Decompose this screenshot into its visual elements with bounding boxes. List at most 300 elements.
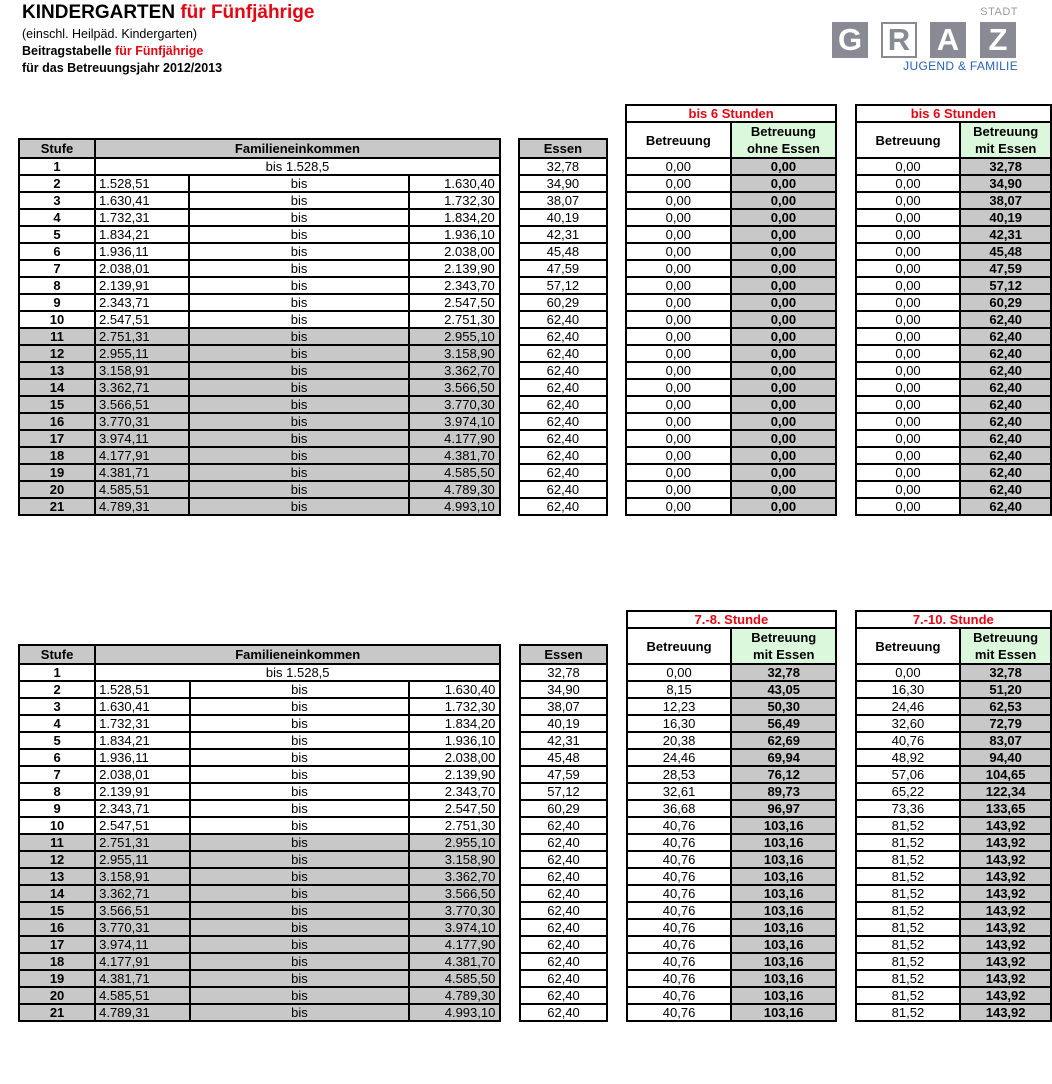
spacer (500, 311, 519, 328)
income-bis-cell: bis (190, 681, 410, 698)
spacer (836, 715, 856, 732)
stufe-cell: 6 (19, 749, 95, 766)
income-bis-cell: bis (190, 885, 410, 902)
spacer (607, 645, 627, 664)
betreuung-cell: 40,76 (627, 1004, 732, 1021)
spacer (607, 192, 626, 209)
income-first-cell: bis 1.528,5 (95, 664, 500, 681)
stufe-cell: 13 (19, 868, 95, 885)
betreuung-cell: 40,76 (627, 919, 732, 936)
spacer (500, 800, 520, 817)
table-row (19, 362, 1051, 379)
spacer (500, 464, 519, 481)
essen-cell: 34,90 (519, 175, 606, 192)
stufe-cell: 9 (19, 800, 95, 817)
betreuung-cell: 0,00 (856, 260, 961, 277)
title-red: für Fünfjährige (180, 2, 315, 23)
table-row (19, 970, 1051, 987)
stufe-cell: 3 (19, 192, 95, 209)
table-row (19, 243, 1051, 260)
income-from-cell: 2.139,91 (95, 783, 190, 800)
betreuung-cell: 81,52 (856, 970, 961, 987)
spacer (607, 868, 627, 885)
betreuung-essen-cell: 96,97 (731, 800, 836, 817)
spacer (836, 936, 856, 953)
table-row (19, 732, 1051, 749)
stufe-cell: 15 (19, 902, 95, 919)
essen-cell: 62,40 (520, 970, 607, 987)
col-essen-header: Essen (519, 139, 606, 158)
betreuung-cell: 0,00 (856, 328, 961, 345)
spacer (836, 158, 855, 175)
stufe-cell: 16 (19, 413, 95, 430)
stufe-cell: 11 (19, 328, 95, 345)
income-to-cell: 1.732,30 (409, 192, 500, 209)
table-row (19, 987, 1051, 1004)
betreuung-essen-cell: 0,00 (731, 226, 837, 243)
income-from-cell: 1.732,31 (95, 209, 189, 226)
income-bis-cell: bis (190, 800, 410, 817)
betreuung-essen-cell: 0,00 (731, 294, 837, 311)
income-to-cell: 2.955,10 (409, 834, 500, 851)
betreuung-cell: 40,76 (627, 885, 732, 902)
spacer (607, 698, 627, 715)
logo-letter: R (881, 22, 917, 58)
table-row (19, 885, 1051, 902)
spacer (836, 243, 855, 260)
table-row (19, 175, 1051, 192)
betreuung-cell: 0,00 (626, 260, 731, 277)
income-bis-cell: bis (190, 987, 410, 1004)
table-row (19, 902, 1051, 919)
spacer (500, 936, 520, 953)
income-to-cell: 3.974,10 (409, 413, 500, 430)
betreuung-cell: 0,00 (626, 311, 731, 328)
spacer (836, 413, 855, 430)
income-bis-cell: bis (189, 175, 408, 192)
betreuung-essen-cell: 122,34 (960, 783, 1051, 800)
spacer (607, 749, 627, 766)
spacer (607, 1004, 627, 1021)
betreuung-essen-cell: 62,40 (960, 311, 1051, 328)
stufe-cell: 15 (19, 396, 95, 413)
col-income-header: Familieneinkommen (95, 139, 500, 158)
betreuung-essen-cell: 32,78 (731, 664, 836, 681)
betreuung-essen-cell: 143,92 (960, 868, 1051, 885)
spacer (836, 122, 855, 139)
stufe-cell: 5 (19, 226, 95, 243)
betreuung-cell: 0,00 (626, 379, 731, 396)
income-to-cell: 2.343,70 (409, 783, 500, 800)
stufe-cell: 9 (19, 294, 95, 311)
income-to-cell: 1.936,10 (409, 226, 500, 243)
essen-cell: 57,12 (519, 277, 606, 294)
stufe-cell: 14 (19, 379, 95, 396)
spacer (500, 175, 519, 192)
essen-cell: 62,40 (520, 1004, 607, 1021)
betreuung-cell: 0,00 (856, 209, 961, 226)
spacer (836, 105, 855, 122)
col-betreuung-essen-header (960, 122, 1051, 158)
income-to-cell: 4.381,70 (409, 953, 500, 970)
table-row (19, 851, 1051, 868)
spacer (607, 294, 626, 311)
spacer (500, 447, 519, 464)
table-caption (22, 43, 314, 60)
spacer (607, 430, 626, 447)
betreuung-essen-cell: 43,05 (731, 681, 836, 698)
spacer (836, 698, 856, 715)
income-to-cell: 4.993,10 (409, 1004, 500, 1021)
betreuung-cell: 0,00 (856, 664, 961, 681)
col-betreuung-header: Betreuung (856, 122, 961, 158)
betreuung-cell: 0,00 (626, 481, 731, 498)
spacer (500, 481, 519, 498)
income-from-cell: 4.585,51 (95, 987, 190, 1004)
betreuung-essen-cell: 94,40 (960, 749, 1051, 766)
spacer (836, 953, 856, 970)
col-betreuung-essen-header (731, 628, 836, 664)
spacer (500, 645, 520, 664)
table-row (19, 481, 1051, 498)
income-to-cell: 2.751,30 (409, 817, 500, 834)
income-to-cell: 2.751,30 (409, 311, 500, 328)
income-bis-cell: bis (190, 783, 410, 800)
essen-cell: 38,07 (520, 698, 607, 715)
spacer (836, 464, 855, 481)
betreuung-essen-cell: 103,16 (731, 868, 836, 885)
betreuung-essen-cell: 143,92 (960, 970, 1051, 987)
essen-cell: 34,90 (520, 681, 607, 698)
betreuung-essen-cell: 0,00 (731, 192, 837, 209)
income-bis-cell: bis (189, 447, 408, 464)
table-row (19, 834, 1051, 851)
betreuung-cell: 0,00 (626, 328, 731, 345)
betreuung-essen-cell: 42,31 (960, 226, 1051, 243)
betreuung-cell: 0,00 (626, 243, 731, 260)
income-to-cell: 2.955,10 (409, 328, 500, 345)
essen-cell: 62,40 (520, 817, 607, 834)
income-from-cell: 1.732,31 (95, 715, 190, 732)
income-from-cell: 2.038,01 (95, 766, 190, 783)
spacer (836, 311, 855, 328)
col-stufe-header: Stufe (19, 645, 95, 664)
spacer (607, 970, 627, 987)
spacer (836, 664, 856, 681)
essen-cell: 57,12 (520, 783, 607, 800)
betreuung-essen-cell: 0,00 (731, 277, 837, 294)
spacer (500, 1004, 520, 1021)
betreuung-essen-cell: 62,40 (960, 481, 1051, 498)
spacer (836, 396, 855, 413)
spacer (607, 851, 627, 868)
betreuung-essen-cell: 0,00 (731, 413, 837, 430)
betreuung-essen-cell: 62,40 (960, 328, 1051, 345)
betreuung-cell: 0,00 (626, 396, 731, 413)
betreuung-essen-cell: 0,00 (731, 498, 837, 515)
essen-cell: 62,40 (520, 936, 607, 953)
income-from-cell: 3.974,11 (95, 430, 189, 447)
betreuung-essen-cell: 62,53 (960, 698, 1051, 715)
betreuung-essen-cell: 62,40 (960, 379, 1051, 396)
betreuung-cell: 0,00 (626, 192, 731, 209)
income-bis-cell: bis (190, 834, 410, 851)
spacer (836, 362, 855, 379)
betreuung-essen-cell: 103,16 (731, 817, 836, 834)
essen-cell: 60,29 (520, 800, 607, 817)
income-from-cell: 3.770,31 (95, 919, 190, 936)
betreuung-essen-cell: 56,49 (731, 715, 836, 732)
spacer (500, 209, 519, 226)
col-betreuung-header: Betreuung (627, 628, 732, 664)
betreuung-cell: 0,00 (626, 277, 731, 294)
betreuung-essen-cell: 32,78 (960, 158, 1051, 175)
spacer (500, 294, 519, 311)
table-row (19, 498, 1051, 515)
betreuung-cell: 28,53 (627, 766, 732, 783)
income-bis-cell: bis (189, 498, 408, 515)
caption-red-text: für Fünfjährige (115, 44, 204, 58)
betreuung-cell: 24,46 (627, 749, 732, 766)
betreuung-cell: 0,00 (626, 294, 731, 311)
stufe-cell: 17 (19, 430, 95, 447)
spacer (500, 885, 520, 902)
logo-subtitle: JUGEND & FAMILIE (903, 59, 1018, 73)
essen-cell: 47,59 (519, 260, 606, 277)
document-title (22, 0, 314, 26)
betreuung-cell: 0,00 (626, 413, 731, 430)
income-from-cell: 3.566,51 (95, 902, 190, 919)
spacer (836, 175, 855, 192)
fee-table-1 (18, 104, 1052, 516)
spacer (607, 243, 626, 260)
income-to-cell: 2.547,50 (409, 800, 500, 817)
betreuung-essen-cell: 143,92 (960, 919, 1051, 936)
income-bis-cell: bis (189, 430, 408, 447)
essen-cell: 62,40 (519, 447, 606, 464)
betreuung-essen-cell: 103,16 (731, 885, 836, 902)
betreuung-essen-cell: 0,00 (731, 209, 837, 226)
income-from-cell: 3.566,51 (95, 396, 189, 413)
betreuung-cell: 0,00 (626, 362, 731, 379)
spacer (836, 851, 856, 868)
income-from-cell: 1.528,51 (95, 175, 189, 192)
income-to-cell: 3.362,70 (409, 868, 500, 885)
col-betreuung-header: Betreuung (856, 628, 961, 664)
betreuung-cell: 40,76 (627, 834, 732, 851)
stufe-cell: 19 (19, 970, 95, 987)
essen-cell: 60,29 (519, 294, 606, 311)
stufe-cell: 21 (19, 498, 95, 515)
income-bis-cell: bis (189, 345, 408, 362)
essen-cell: 42,31 (519, 226, 606, 243)
spacer (607, 834, 627, 851)
caption-text: Beitragstabelle (22, 44, 112, 58)
income-to-cell: 3.362,70 (409, 362, 500, 379)
table-row (19, 800, 1051, 817)
spacer (607, 817, 627, 834)
income-bis-cell: bis (189, 226, 408, 243)
stufe-cell: 19 (19, 464, 95, 481)
betreuung-essen-cell: 103,16 (731, 902, 836, 919)
betreuung-cell: 32,60 (856, 715, 961, 732)
spacer (607, 158, 626, 175)
stufe-cell: 12 (19, 345, 95, 362)
income-bis-cell: bis (189, 243, 408, 260)
betreuung-essen-cell: 143,92 (960, 851, 1051, 868)
income-first-cell: bis 1.528,5 (95, 158, 500, 175)
income-from-cell: 2.547,51 (95, 311, 189, 328)
col-essen-header: Essen (520, 645, 607, 664)
betreuung-cell: 20,38 (627, 732, 732, 749)
betreuung-cell: 12,23 (627, 698, 732, 715)
spacer (836, 379, 855, 396)
table-row (19, 158, 1051, 175)
income-to-cell: 2.038,00 (409, 749, 500, 766)
betreuung-cell: 81,52 (856, 885, 961, 902)
income-from-cell: 4.381,71 (95, 464, 189, 481)
spacer (607, 139, 626, 158)
income-from-cell: 1.834,21 (95, 226, 189, 243)
spacer (836, 294, 855, 311)
income-to-cell: 1.936,10 (409, 732, 500, 749)
income-bis-cell: bis (189, 413, 408, 430)
betreuung-essen-cell: 83,07 (960, 732, 1051, 749)
stufe-cell: 7 (19, 260, 95, 277)
stufe-cell: 17 (19, 936, 95, 953)
betreuung-cell: 16,30 (627, 715, 732, 732)
essen-cell: 62,40 (519, 379, 606, 396)
essen-cell: 42,31 (520, 732, 607, 749)
income-from-cell: 1.528,51 (95, 681, 190, 698)
spacer (500, 139, 519, 158)
betreuung-cell: 40,76 (627, 868, 732, 885)
spacer (836, 430, 855, 447)
spacer (607, 953, 627, 970)
spacer (836, 139, 855, 158)
stufe-cell: 8 (19, 277, 95, 294)
table-row (19, 277, 1051, 294)
header-row-upper (19, 122, 1051, 139)
spacer (500, 345, 519, 362)
income-from-cell: 2.751,31 (95, 834, 190, 851)
spacer (500, 868, 520, 885)
essen-cell: 62,40 (519, 498, 606, 515)
table-row (19, 430, 1051, 447)
spacer (836, 345, 855, 362)
income-bis-cell: bis (189, 396, 408, 413)
income-from-cell: 2.751,31 (95, 328, 189, 345)
income-from-cell: 4.789,31 (95, 1004, 190, 1021)
stufe-cell: 16 (19, 919, 95, 936)
spacer (500, 396, 519, 413)
betreuung-essen-cell: 47,59 (960, 260, 1051, 277)
betreuung-essen-cell: 0,00 (731, 464, 837, 481)
income-bis-cell: bis (189, 209, 408, 226)
betreuung-cell: 40,76 (856, 732, 961, 749)
betreuung-cell: 16,30 (856, 681, 961, 698)
spacer (500, 834, 520, 851)
group-title-row (19, 611, 1051, 628)
spacer (607, 732, 627, 749)
income-to-cell: 2.343,70 (409, 277, 500, 294)
essen-cell: 62,40 (520, 851, 607, 868)
betreuung-essen-cell: 62,40 (960, 413, 1051, 430)
col-header-line: Betreuung (973, 630, 1039, 645)
table-row (19, 681, 1051, 698)
betreuung-cell: 40,76 (627, 936, 732, 953)
table-row (19, 260, 1051, 277)
spacer (836, 1004, 856, 1021)
spacer (836, 783, 856, 800)
betreuung-cell: 40,76 (627, 953, 732, 970)
betreuung-essen-cell: 143,92 (960, 902, 1051, 919)
income-from-cell: 3.770,31 (95, 413, 189, 430)
betreuung-cell: 0,00 (856, 311, 961, 328)
essen-cell: 62,40 (519, 413, 606, 430)
betreuung-essen-cell: 76,12 (731, 766, 836, 783)
income-to-cell: 3.770,30 (409, 902, 500, 919)
betreuung-essen-cell: 0,00 (731, 379, 837, 396)
betreuung-cell: 81,52 (856, 919, 961, 936)
betreuung-cell: 0,00 (626, 345, 731, 362)
betreuung-essen-cell: 143,92 (960, 987, 1051, 1004)
spacer (836, 800, 856, 817)
betreuung-cell: 0,00 (856, 192, 961, 209)
group-2-title: bis 6 Stunden (856, 105, 1051, 122)
betreuung-cell: 81,52 (856, 936, 961, 953)
betreuung-cell: 0,00 (856, 243, 961, 260)
betreuung-essen-cell: 0,00 (731, 345, 837, 362)
betreuung-cell: 81,52 (856, 987, 961, 1004)
betreuung-cell: 0,00 (626, 498, 731, 515)
income-from-cell: 1.834,21 (95, 732, 190, 749)
spacer (607, 413, 626, 430)
betreuung-essen-cell: 0,00 (731, 243, 837, 260)
betreuung-cell: 73,36 (856, 800, 961, 817)
income-to-cell: 3.770,30 (409, 396, 500, 413)
essen-cell: 62,40 (520, 834, 607, 851)
betreuung-essen-cell: 143,92 (960, 817, 1051, 834)
income-from-cell: 2.038,01 (95, 260, 189, 277)
income-from-cell: 2.343,71 (95, 294, 189, 311)
essen-cell: 45,48 (519, 243, 606, 260)
betreuung-essen-cell: 143,92 (960, 936, 1051, 953)
income-bis-cell: bis (190, 868, 410, 885)
table-row (19, 698, 1051, 715)
col-header-line: Betreuung (751, 630, 817, 645)
income-bis-cell: bis (189, 379, 408, 396)
spacer (500, 902, 520, 919)
betreuung-cell: 24,46 (856, 698, 961, 715)
income-bis-cell: bis (190, 902, 410, 919)
essen-cell: 62,40 (519, 464, 606, 481)
stufe-cell: 2 (19, 175, 95, 192)
betreuung-cell: 0,00 (856, 294, 961, 311)
stufe-cell: 10 (19, 311, 95, 328)
stufe-cell: 7 (19, 766, 95, 783)
spacer (607, 328, 626, 345)
spacer (836, 817, 856, 834)
betreuung-essen-cell: 51,20 (960, 681, 1051, 698)
table-row (19, 817, 1051, 834)
betreuung-essen-cell: 0,00 (731, 362, 837, 379)
spacer (607, 987, 627, 1004)
spacer (500, 664, 520, 681)
spacer (836, 885, 856, 902)
essen-cell: 40,19 (520, 715, 607, 732)
spacer (836, 834, 856, 851)
